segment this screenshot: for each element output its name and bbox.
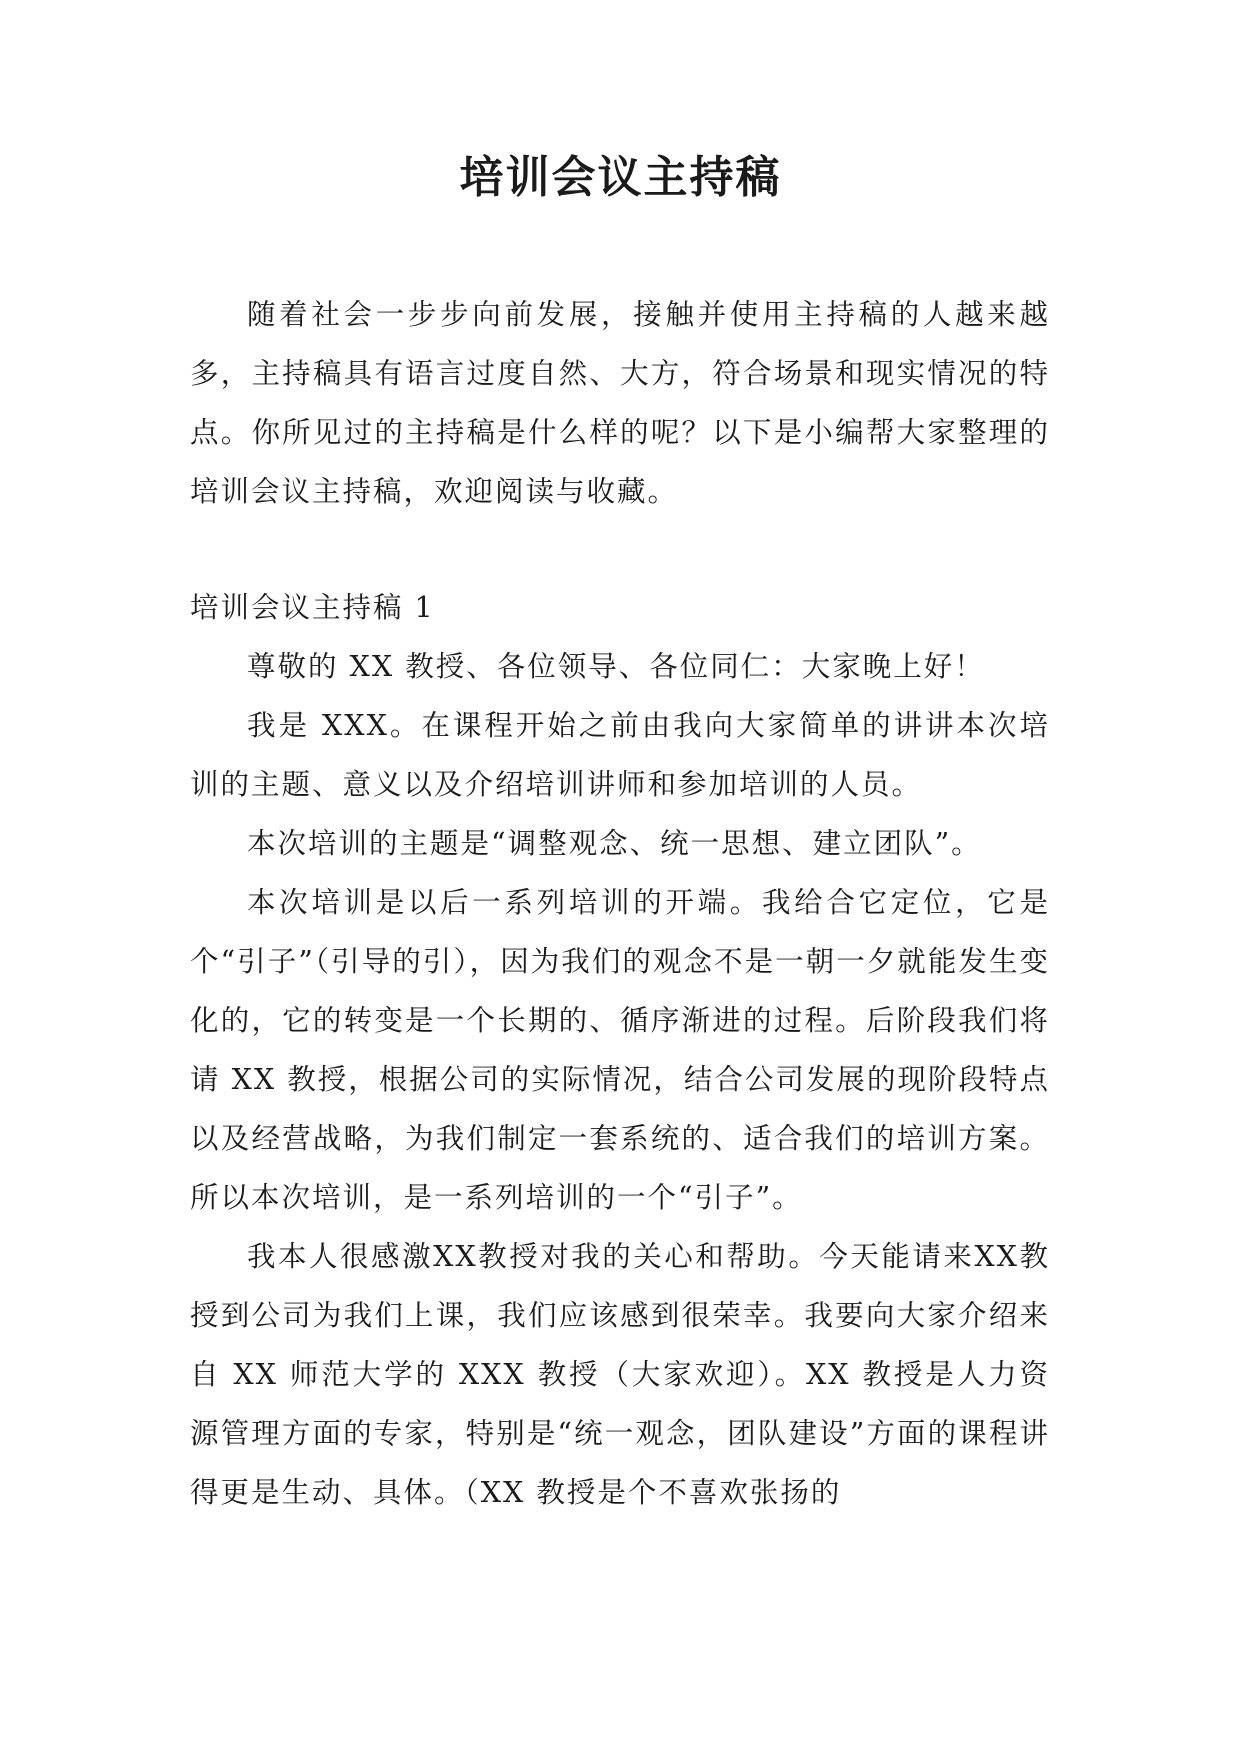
paragraph-positioning: 本次培训是以后一系列培训的开端。我给合它定位，它是个“引子”（引导的引），因为我们的观念不是一朝一夕就能发生变化的，它的转变是一个长期的、循序渐进的过程。后阶段我们将请 XX 教授，根据公司的实际情况，结合公司发展的现阶段特点以及经营战略，为我们制定一套系统的、适合我们的培训方案。所以本次培训，是一系列培训的一个“引子”。 bbox=[190, 886, 1050, 1214]
intro-paragraph: 随着社会一步步向前发展，接触并使用主持稿的人越来越多，主持稿具有语言过度自然、大方，符合场景和现实情况的特点。你所见过的主持稿是什么样的呢？以下是小编帮大家整理的培训会议主持稿，欢迎阅读与收藏。 bbox=[190, 298, 1050, 508]
main-section bbox=[190, 578, 1050, 1522]
paragraph-theme: 本次培训的主题是“调整观念、统一思想、建立团队”。 bbox=[247, 827, 982, 860]
document-title: 培训会议主持稿 bbox=[459, 152, 782, 203]
paragraph-introduction: 我是 XXX。在课程开始之前由我向大家简单的讲讲本次培训的主题、意义以及介绍培训讲师和参加培训的人员。 bbox=[190, 709, 1050, 801]
paragraph-greeting: 尊敬的 XX 教授、各位领导、各位同仁：大家晚上好！ bbox=[247, 650, 985, 683]
paragraph-speaker: 我本人很感激XX教授对我的关心和帮助。今天能请来XX教授到公司为我们上课，我们应该感到很荣幸。我要向大家介绍来自 XX 师范大学的 XXX 教授（大家欢迎）。XX 教授是人力资源管理方面的专家，特别是“统一观念，团队建设”方面的课程讲得更是生动、具体。（XX 教授是个不喜欢张扬的 bbox=[190, 1240, 1050, 1509]
intro-section bbox=[190, 285, 1050, 521]
section-heading: 培训会议主持稿 1 bbox=[190, 591, 435, 624]
